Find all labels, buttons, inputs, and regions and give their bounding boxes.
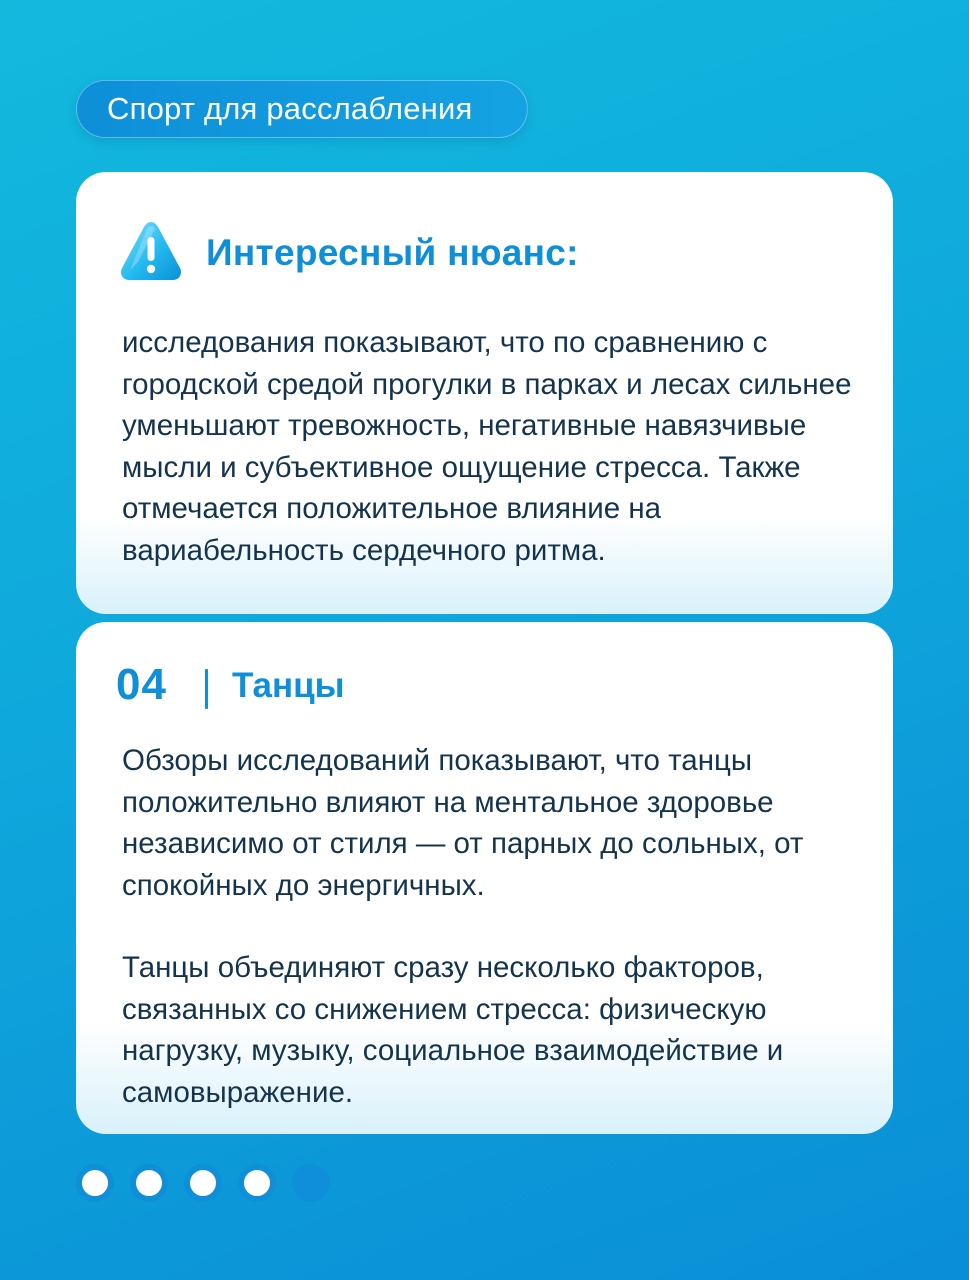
page-dot-1[interactable] (76, 1164, 114, 1202)
note-text: исследования показывают, что по сравнению с городской средой прогулки в парках и лесах сильнее уменьшают тревожность, негативные навязчивые мысли и субъективное ощущение стресса. Также отмечается положительное влияние на вариабельность сердечного ритма. (122, 326, 852, 567)
page-dot-2[interactable] (130, 1164, 168, 1202)
section-number: 04 (116, 660, 167, 709)
page-dot-5-active[interactable] (292, 1164, 330, 1202)
pagination-dots (76, 1164, 330, 1202)
topic-tag: Спорт для расслабления (76, 80, 528, 138)
note-card (76, 172, 893, 614)
warning-icon (118, 218, 184, 284)
section-card-dances (76, 622, 893, 1134)
section-paragraph-1: Обзоры исследований показывают, что танцы положительно влияют на ментальное здоровье независимо от стиля — от парных до сольных, от спокойных до энергичных. (122, 744, 804, 902)
page-dot-3[interactable] (184, 1164, 222, 1202)
page-dot-4[interactable] (238, 1164, 276, 1202)
divider (205, 669, 208, 709)
note-title: Интересный нюанс: (206, 232, 579, 273)
section-title: Танцы (232, 666, 345, 705)
section-paragraph-2: Танцы объединяют сразу несколько факторов, связанных со снижением стресса: физическую нагрузку, музыку, социальное взаимодействие и самовыражение. (122, 951, 784, 1109)
